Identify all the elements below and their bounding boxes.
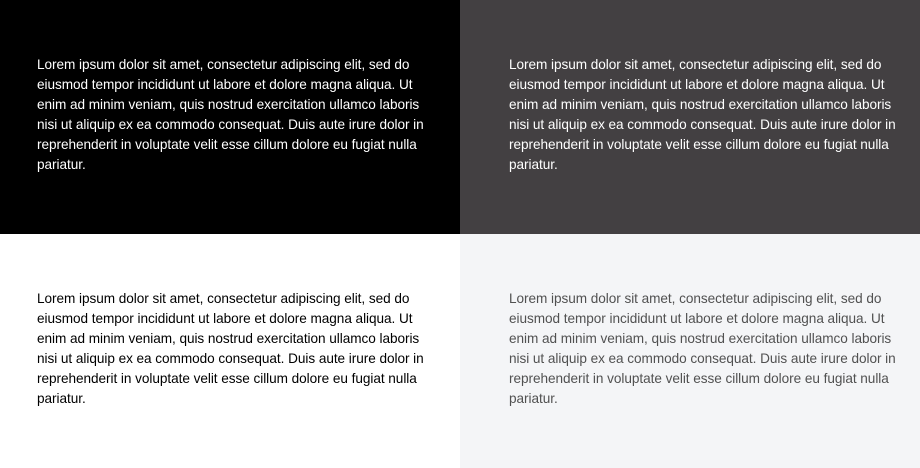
panel-dark-gray — [460, 0, 920, 234]
panel-black-text: Lorem ipsum dolor sit amet, consectetur adipiscing elit, sed do eiusmod tempor incididunt ut labore et dolore magna aliqua. Ut enim ad minim veniam, quis nostrud exercitation ullamco laboris nisi ut aliquip ex ea commodo consequat. Duis aute irure dolor in reprehenderit in voluptate velit esse cillum dolore eu fugiat nulla pariatur. — [37, 57, 424, 172]
panel-white-text: Lorem ipsum dolor sit amet, consectetur adipiscing elit, sed do eiusmod tempor incididunt ut labore et dolore magna aliqua. Ut enim ad minim veniam, quis nostrud exercitation ullamco laboris nisi ut aliquip ex ea commodo consequat. Duis aute irure dolor in reprehenderit in voluptate velit esse cillum dolore eu fugiat nulla pariatur. — [37, 291, 424, 406]
panel-black — [0, 0, 460, 234]
panel-dark-gray-text: Lorem ipsum dolor sit amet, consectetur adipiscing elit, sed do eiusmod tempor incididunt ut labore et dolore magna aliqua. Ut enim ad minim veniam, quis nostrud exercitation ullamco laboris nisi ut aliquip ex ea commodo consequat. Duis aute irure dolor in reprehenderit in voluptate velit esse cillum dolore eu fugiat nulla pariatur. — [509, 57, 896, 172]
panel-white — [0, 234, 460, 468]
panel-light-gray — [460, 234, 920, 468]
panel-light-gray-text: Lorem ipsum dolor sit amet, consectetur adipiscing elit, sed do eiusmod tempor incididunt ut labore et dolore magna aliqua. Ut enim ad minim veniam, quis nostrud exercitation ullamco laboris nisi ut aliquip ex ea commodo consequat. Duis aute irure dolor in reprehenderit in voluptate velit esse cillum dolore eu fugiat nulla pariatur. — [509, 291, 896, 406]
